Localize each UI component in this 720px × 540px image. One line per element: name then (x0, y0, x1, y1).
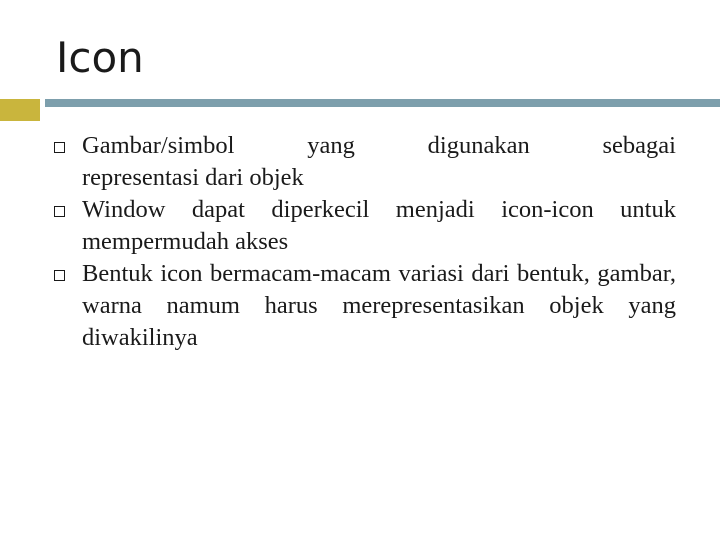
square-bullet-icon (54, 270, 65, 281)
bullet-list (56, 130, 676, 354)
slide-title: Icon (56, 33, 144, 82)
bullet-item (56, 194, 676, 258)
bullet-item (56, 130, 676, 194)
bullet-item (56, 258, 676, 354)
title-accent-block (0, 99, 40, 121)
square-bullet-icon (54, 206, 65, 217)
title-divider-bar (45, 99, 720, 107)
bullet-text-line: representasi dari objek (82, 164, 304, 191)
square-bullet-icon (54, 142, 65, 153)
bullet-text: Bentuk icon bermacam-macam variasi dari bentuk, gambar, warna namum harus merepresentasikan objek yang diwakilinya (82, 260, 676, 351)
bullet-text-line: Gambar/simbol yang digunakan sebagai (82, 132, 676, 159)
bullet-text: Window dapat diperkecil menjadi icon-icon untuk mempermudah akses (82, 196, 676, 255)
